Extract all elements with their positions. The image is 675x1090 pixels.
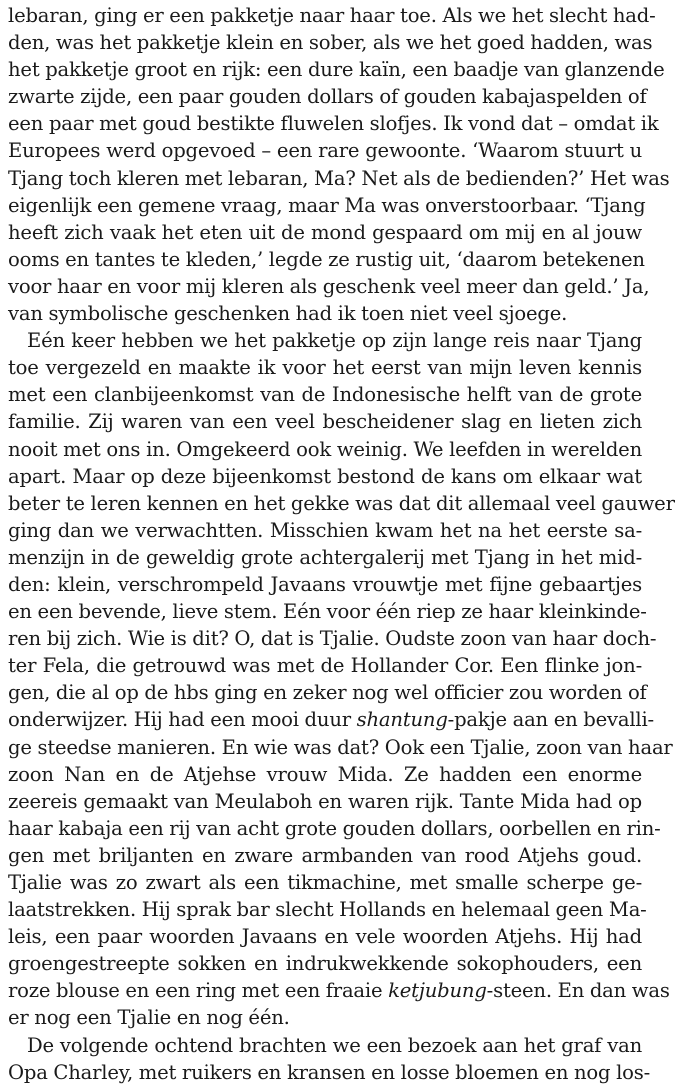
book-page: [8, 2, 675, 1086]
paragraph-3: [8, 1032, 651, 1086]
text-line: er nog een Tjalie en nog één.: [8, 1006, 290, 1030]
text-line: ooms en tantes te kleden,’ legde ze rustig uit, ‘daarom betekenen: [8, 247, 645, 271]
text-line-start: roze blouse en een ring met een fraaie: [8, 979, 389, 1003]
text-line: Opa Charley, met ruikers en kransen en losse bloemen en nog los-: [8, 1060, 651, 1084]
text-line: menzijn in de geweldig grote achtergalerij met Tjang in het mid-: [8, 545, 642, 569]
text-line: voor haar en voor mij kleren als geschenk veel meer dan geld.’ Ja,: [8, 274, 650, 298]
text-line: groengestreepte sokken en indrukwekkende sokophouders, een: [8, 952, 642, 976]
text-line: van symbolische geschenken had ik toen niet veel sjoege.: [8, 302, 568, 326]
text-line: laatstrekken. Hij sprak bar slecht Hollands en helemaal geen Ma-: [8, 898, 647, 922]
text-line: leis, een paar woorden Javaans en vele woorden Atjehs. Hij had: [8, 925, 642, 949]
italic-word: ketjubung: [388, 979, 487, 1003]
text-line: Tjang toch kleren met lebaran, Ma? Net als de bedienden?’ Het was: [8, 166, 670, 190]
text-line-start: onderwijzer. Hij had een mooi duur: [8, 708, 357, 732]
text-line: haar kabaja een rij van acht grote gouden dollars, oorbellen en rin-: [8, 816, 661, 840]
text-line: den, was het pakketje klein en sober, als we het goed hadden, was: [8, 31, 653, 55]
text-line: heeft zich vaak het eten uit de mond gespaard om mij en al jouw: [8, 220, 642, 244]
text-line: beter te leren kennen en het gekke was dat dit allemaal veel gauwer: [8, 491, 675, 515]
text-line: zeereis gemaakt van Meulaboh en waren rijk. Tante Mida had op: [8, 789, 642, 813]
paragraph-2: [8, 327, 675, 1031]
text-line: eigenlijk een gemene vraag, maar Ma was onverstoorbaar. ‘Tjang: [8, 193, 646, 217]
italic-word: shantung: [356, 708, 448, 732]
text-line-end: -steen. En dan was: [486, 979, 670, 1003]
text-line: De volgende ochtend brachten we een bezoek aan het graf van: [27, 1033, 642, 1057]
text-line: den: klein, verschrompeld Javaans vrouwtje met fijne gebaartjes: [8, 572, 642, 596]
text-line: zoon Nan en de Atjehse vrouw Mida. Ze hadden een enorme: [8, 762, 642, 786]
text-line: met een clanbijeenkomst van de Indonesische helft van de grote: [8, 383, 642, 407]
text-line: nooit met ons in. Omgekeerd ook weinig. We leefden in werelden: [8, 437, 642, 461]
text-line: familie. Zij waren van een veel bescheidener slag en lieten zich: [8, 410, 642, 434]
text-line: ren bij zich. Wie is dit? O, dat is Tjalie. Oudste zoon van haar doch-: [8, 627, 657, 651]
text-line: [8, 706, 654, 733]
text-line: Tjalie was zo zwart als een tikmachine, met smalle scherpe ge-: [8, 871, 642, 894]
text-line: apart. Maar op deze bijeenkomst bestond de kans om elkaar wat: [8, 464, 642, 488]
text-line: toe vergezeld en maakte ik voor het eerst van mijn leven kennis: [8, 356, 642, 380]
text-line: en een bevende, lieve stem. Eén voor één riep ze haar kleinkinde-: [8, 600, 647, 624]
text-line: zwarte zijde, een paar gouden dollars of gouden kabajaspelden of: [8, 85, 647, 109]
text-line: Europees werd opgevoed – een rare gewoonte. ‘Waarom stuurt u: [8, 139, 642, 163]
paragraph-1: [8, 2, 670, 327]
text-line: een paar met goud bestikte fluwelen slofjes. Ik vond dat – omdat ik: [8, 112, 659, 136]
text-line-end: -pakje aan en bevalli-: [447, 708, 654, 732]
text-line: ging dan we verwachtten. Misschien kwam het na het eerste sa-: [8, 518, 642, 542]
text-line: ge steedse manieren. En wie was dat? Ook een Tjalie, zoon van haar: [8, 735, 673, 759]
text-line: gen met briljanten en zware armbanden van rood Atjehs goud.: [8, 843, 642, 867]
text-line: ter Fela, die getrouwd was met de Hollander Cor. Een flinke jon-: [8, 654, 642, 678]
text-line: [8, 977, 670, 1004]
text-line: lebaran, ging er een pakketje naar haar toe. Als we het slecht had-: [8, 4, 656, 27]
text-line: het pakketje groot en rijk: een dure kaïn, een baadje van glanzende: [8, 58, 665, 82]
text-line: Eén keer hebben we het pakketje op zijn lange reis naar Tjang: [27, 329, 642, 353]
text-line: gen, die al op de hbs ging en zeker nog wel officier zou worden of: [8, 681, 647, 705]
